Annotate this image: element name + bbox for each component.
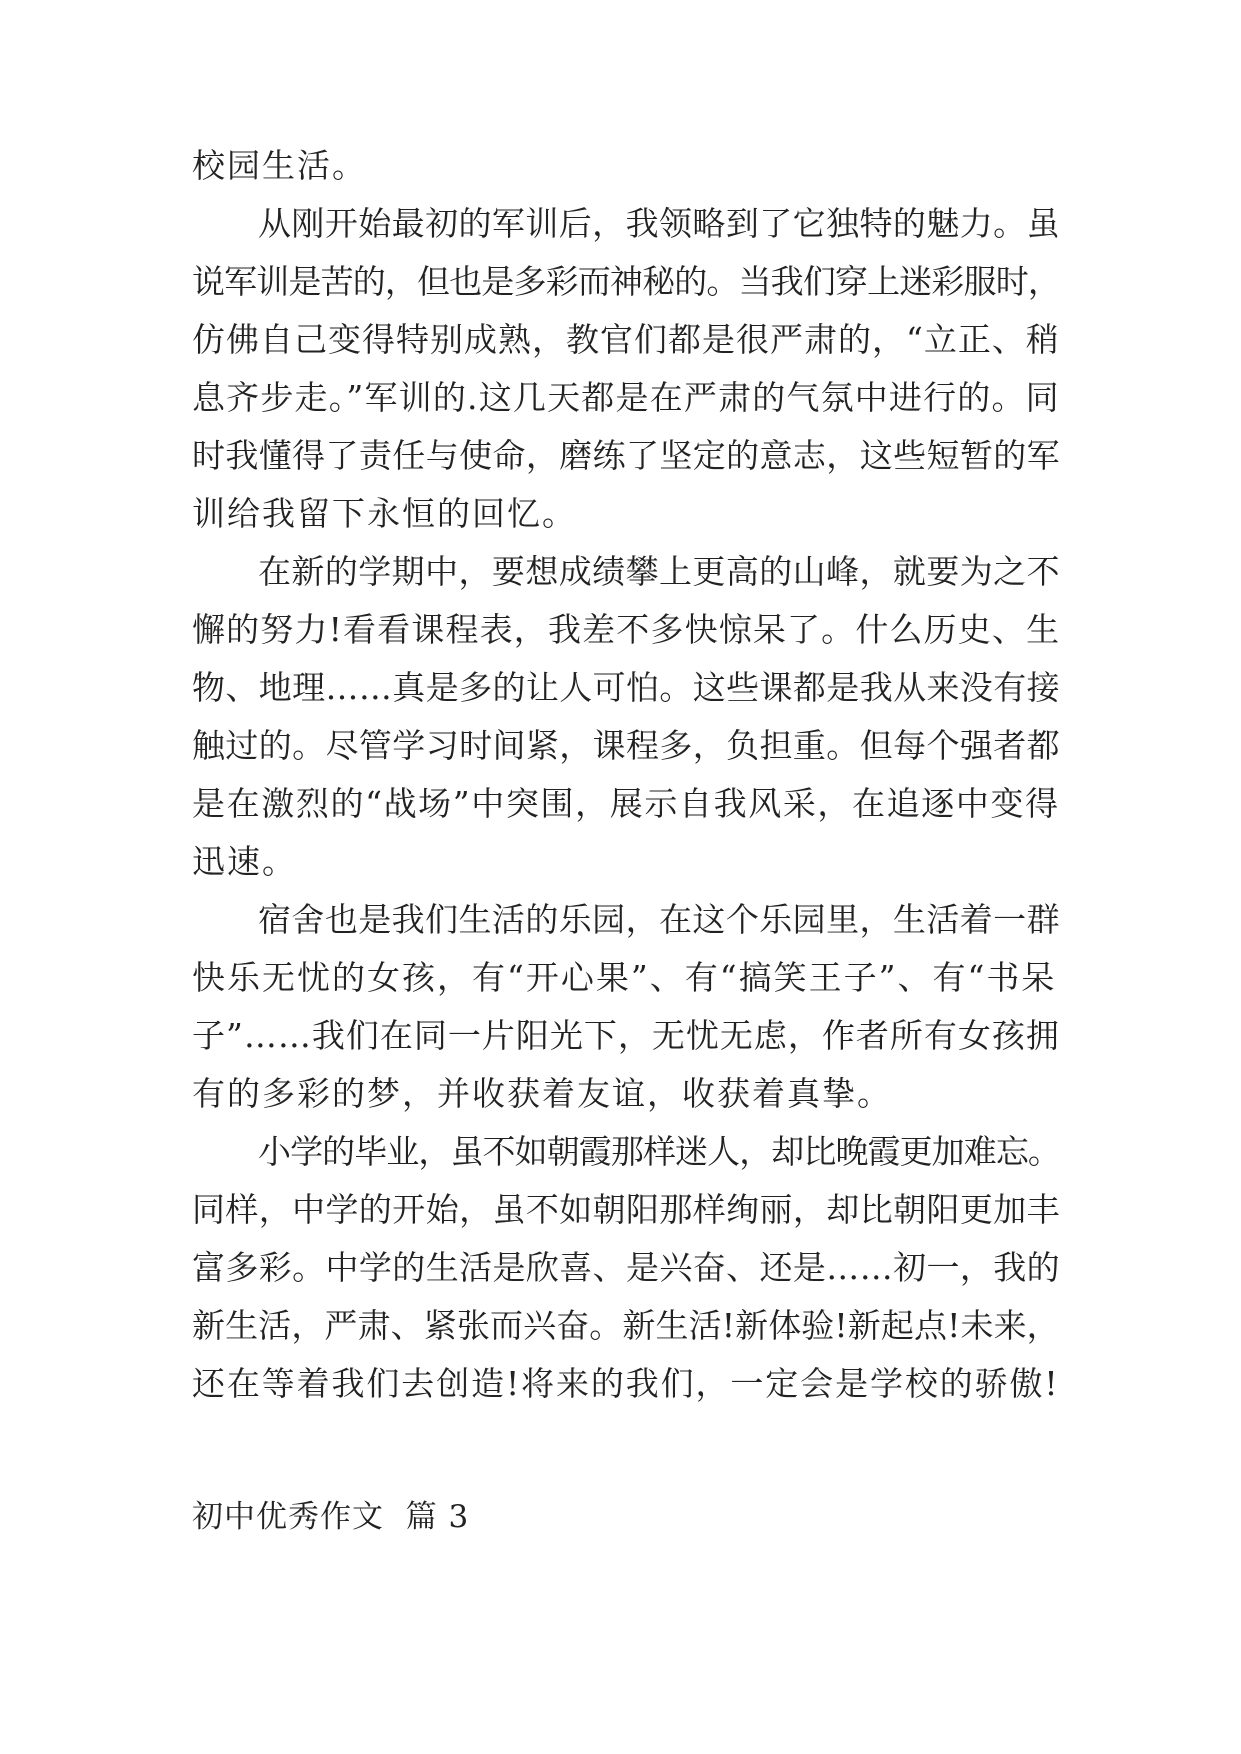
text-line: 时我懂得了责任与使命，磨练了坚定的意志，这些短暂的军 (192, 436, 1060, 475)
text-line: 说军训是苦的，但也是多彩而神秘的。当我们穿上迷彩服时， (192, 262, 1061, 301)
text-line: 同样，中学的开始，虽不如朝阳那样绚丽，却比朝阳更加丰 (192, 1190, 1060, 1229)
text-line: 还在等着我们去创造!将来的我们，一定会是学校的骄傲! (192, 1364, 1060, 1403)
text-line: 快乐无忧的女孩，有“开心果”、有“搞笑王子”、有“书呆 (192, 958, 1057, 997)
text-line: 仿佛自己变得特别成熟，教官们都是很严肃的，“立正、稍 (192, 320, 1060, 359)
text-line: 校园生活。 (192, 146, 367, 185)
text-line: 息齐步走。”军训的.这几天都是在严肃的气氛中进行的。同 (192, 378, 1060, 417)
text-line: 懈的努力!看看课程表，我差不多快惊呆了。什么历史、生 (192, 610, 1061, 649)
section-heading: 初中优秀作文 篇 3 (192, 1499, 470, 1535)
paragraph-first-line: 小学的毕业，虽不如朝霞那样迷人，却比晚霞更加难忘。 (258, 1132, 1061, 1171)
text-line: 有的多彩的梦，并收获着友谊，收获着真挚。 (192, 1074, 892, 1113)
text-line: 迅速。 (192, 842, 297, 881)
text-line: 物、地理……真是多的让人可怕。这些课都是我从来没有接 (192, 668, 1060, 707)
text-line: 是在激烈的“战场”中突围，展示自我风采，在追逐中变得 (192, 784, 1060, 823)
text-line: 新生活，严肃、紧张而兴奋。新生活!新体验!新起点!未来， (192, 1306, 1060, 1345)
text-line: 触过的。尽管学习时间紧，课程多，负担重。但每个强者都 (192, 726, 1060, 765)
text-line: 富多彩。中学的生活是欣喜、是兴奋、还是……初一，我的 (192, 1248, 1060, 1287)
text-line: 子”……我们在同一片阳光下，无忧无虑，作者所有女孩拥 (192, 1016, 1060, 1055)
paragraph-first-line: 在新的学期中，要想成绩攀上更高的山峰，就要为之不 (258, 552, 1060, 591)
paragraph-first-line: 从刚开始最初的军训后，我领略到了它独特的魅力。虽 (258, 204, 1060, 243)
paragraph-first-line: 宿舍也是我们生活的乐园，在这个乐园里，生活着一群 (258, 900, 1060, 939)
text-line: 训给我留下永恒的回忆。 (192, 494, 577, 533)
